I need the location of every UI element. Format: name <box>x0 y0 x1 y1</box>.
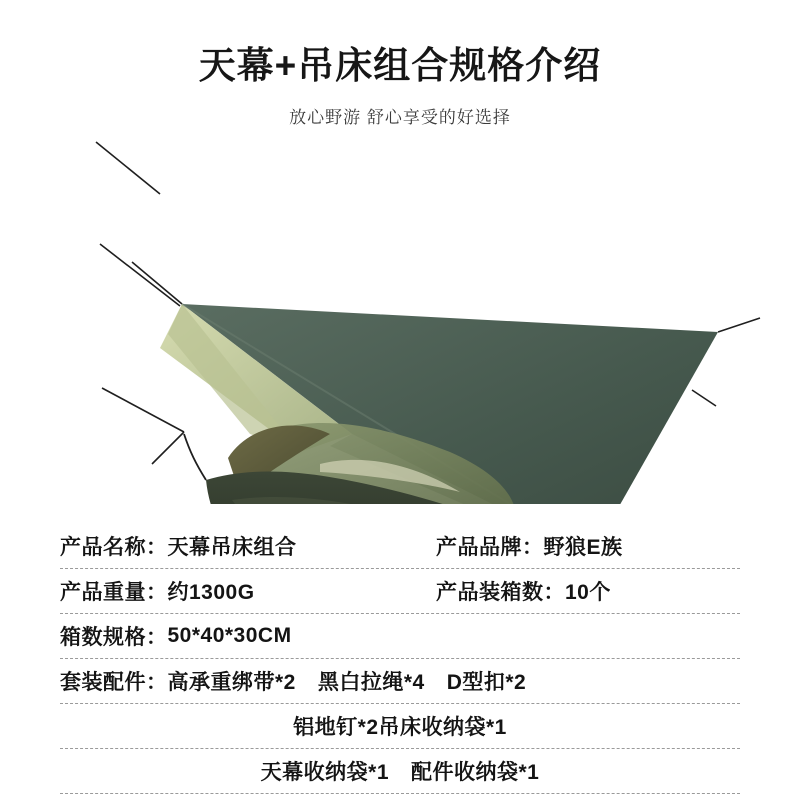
spec-label-product-name: 产品名称： <box>60 536 168 559</box>
spec-cell-accessories-cont-2 <box>60 756 740 786</box>
tarp-hammock-illustration <box>0 134 800 504</box>
spec-label-accessories: 套装配件： <box>60 671 168 694</box>
spec-table <box>60 524 740 794</box>
spec-accessory-item: 配件收纳袋*1 <box>411 761 540 784</box>
spec-value-product-name: 天幕吊床组合 <box>167 536 297 559</box>
spec-cell-brand <box>436 531 623 561</box>
page-header <box>0 0 800 128</box>
spec-accessory-item: 铝地钉*2 <box>293 716 379 739</box>
spec-accessory-item: 吊床收纳袋*1 <box>378 716 507 739</box>
spec-label-weight: 产品重量： <box>60 581 168 604</box>
spec-accessory-item: 高承重绑带*2 <box>167 671 296 694</box>
spec-value-brand: 野狼E族 <box>543 536 623 559</box>
spec-label-brand: 产品品牌： <box>436 536 544 559</box>
table-row <box>60 524 740 568</box>
spec-label-carton-qty: 产品装箱数： <box>436 581 565 604</box>
spec-accessory-item: 黑白拉绳*4 <box>317 671 425 694</box>
table-row <box>60 703 740 748</box>
page-title: 天幕+吊床组合规格介绍 <box>198 45 602 86</box>
spec-cell-carton-qty <box>436 576 611 606</box>
spec-accessory-item: D型扣*2 <box>446 671 527 694</box>
spec-label-carton-size: 箱数规格： <box>60 626 168 649</box>
spec-cell-weight <box>60 576 436 606</box>
table-row <box>60 748 740 794</box>
page-subtitle: 放心野游 舒心享受的好选择 <box>289 107 511 127</box>
spec-cell-product-name <box>60 531 436 561</box>
table-row <box>60 658 740 703</box>
spec-value-carton-size: 50*40*30CM <box>167 624 292 647</box>
spec-value-carton-qty: 10个 <box>565 581 611 604</box>
spec-cell-carton-size <box>60 621 740 651</box>
spec-cell-accessories <box>60 666 740 696</box>
spec-accessory-item: 天幕收纳袋*1 <box>260 761 389 784</box>
spec-cell-accessories-cont-1 <box>60 711 740 741</box>
table-row <box>60 613 740 658</box>
illustration-svg <box>0 134 800 504</box>
table-row <box>60 568 740 613</box>
spec-value-weight: 约1300G <box>167 581 255 604</box>
